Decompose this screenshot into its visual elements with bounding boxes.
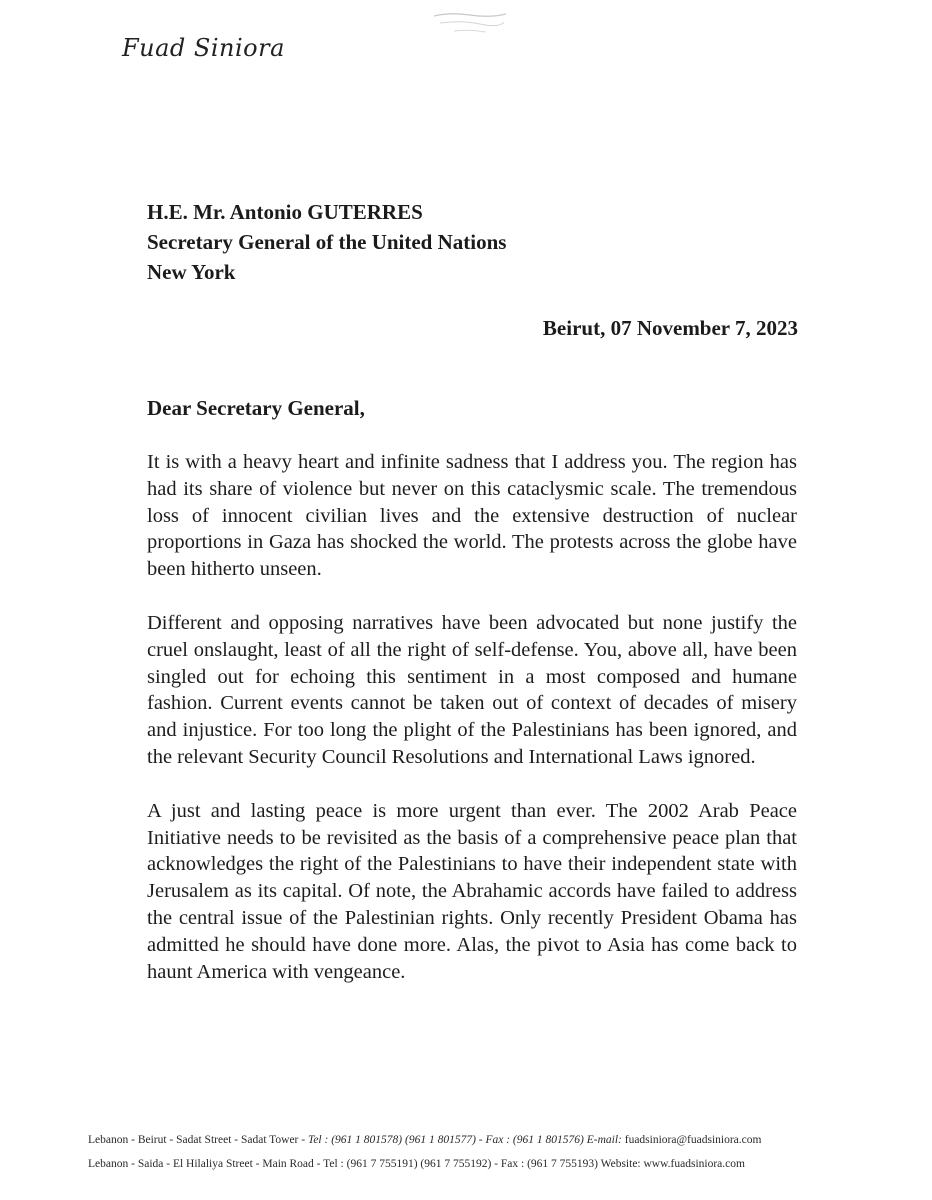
footer-saida-address: Lebanon - Saida - El Hilaliya Street - Main Road - xyxy=(88,1158,324,1170)
letterhead-signature-name: Fuad Siniora xyxy=(122,34,285,62)
footer-beirut-phones: Tel : (961 1 801578) (961 1 801577) - Fax : (961 1 801576) E-mail: xyxy=(307,1134,622,1146)
paragraph-3: A just and lasting peace is more urgent than ever. The 2002 Arab Peace Initiative needs to be revisited as the basis of a comprehensive peace plan that acknowledges the right of the Palestinians to have their independent state with Jerusalem as its capital. Of note, the Abrahamic accords have failed to address the central issue of the Palestinian rights. Only recently President Obama has admitted he should have done more. Alas, the pivot to Asia has come back to haunt America with vengeance. xyxy=(147,799,797,983)
recipient-location: New York xyxy=(147,260,236,284)
letter-body xyxy=(147,449,797,1012)
recipient-title: Secretary General of the United Nations xyxy=(147,230,507,254)
paragraph-2: Different and opposing narratives have been advocated but none justify the cruel onslaught, least of all the right of self-defense. You, above all, have been singled out for echoing this sentiment in a most composed and humane fashion. Current events cannot be taken out of context of decades of misery and injustice. For too long the plight of the Palestinians has been ignored, and the relevant Security Council Resolutions and International Laws ignored. xyxy=(147,611,797,768)
footer-line-saida xyxy=(88,1152,848,1176)
recipient-name: H.E. Mr. Antonio GUTERRES xyxy=(147,200,423,224)
footer-beirut-address: Lebanon - Beirut - Sadat Street - Sadat Tower - xyxy=(88,1134,308,1146)
footer-line-beirut xyxy=(88,1128,848,1152)
recipient-block xyxy=(147,197,506,287)
paragraph-1: It is with a heavy heart and infinite sadness that I address you. The region has had its share of violence but never on this cataclysmic scale. The tremendous loss of innocent civilian lives and the extensive destruction of nuclear proportions in Gaza has shocked the world. The protests across the globe have been hitherto unseen. xyxy=(147,451,797,581)
letterhead-footer xyxy=(88,1128,848,1176)
scan-artifact-mark xyxy=(430,6,510,38)
footer-website: Website: www.fuadsiniora.com xyxy=(598,1158,745,1170)
letter-date: Beirut, 07 November 7, 2023 xyxy=(542,316,798,340)
salutation: Dear Secretary General, xyxy=(147,396,365,420)
footer-saida-phones: Tel : (961 7 755191) (961 7 755192) - Fax : (961 7 755193) xyxy=(323,1158,598,1170)
footer-email: fuadsiniora@fuadsiniora.com xyxy=(621,1134,762,1146)
